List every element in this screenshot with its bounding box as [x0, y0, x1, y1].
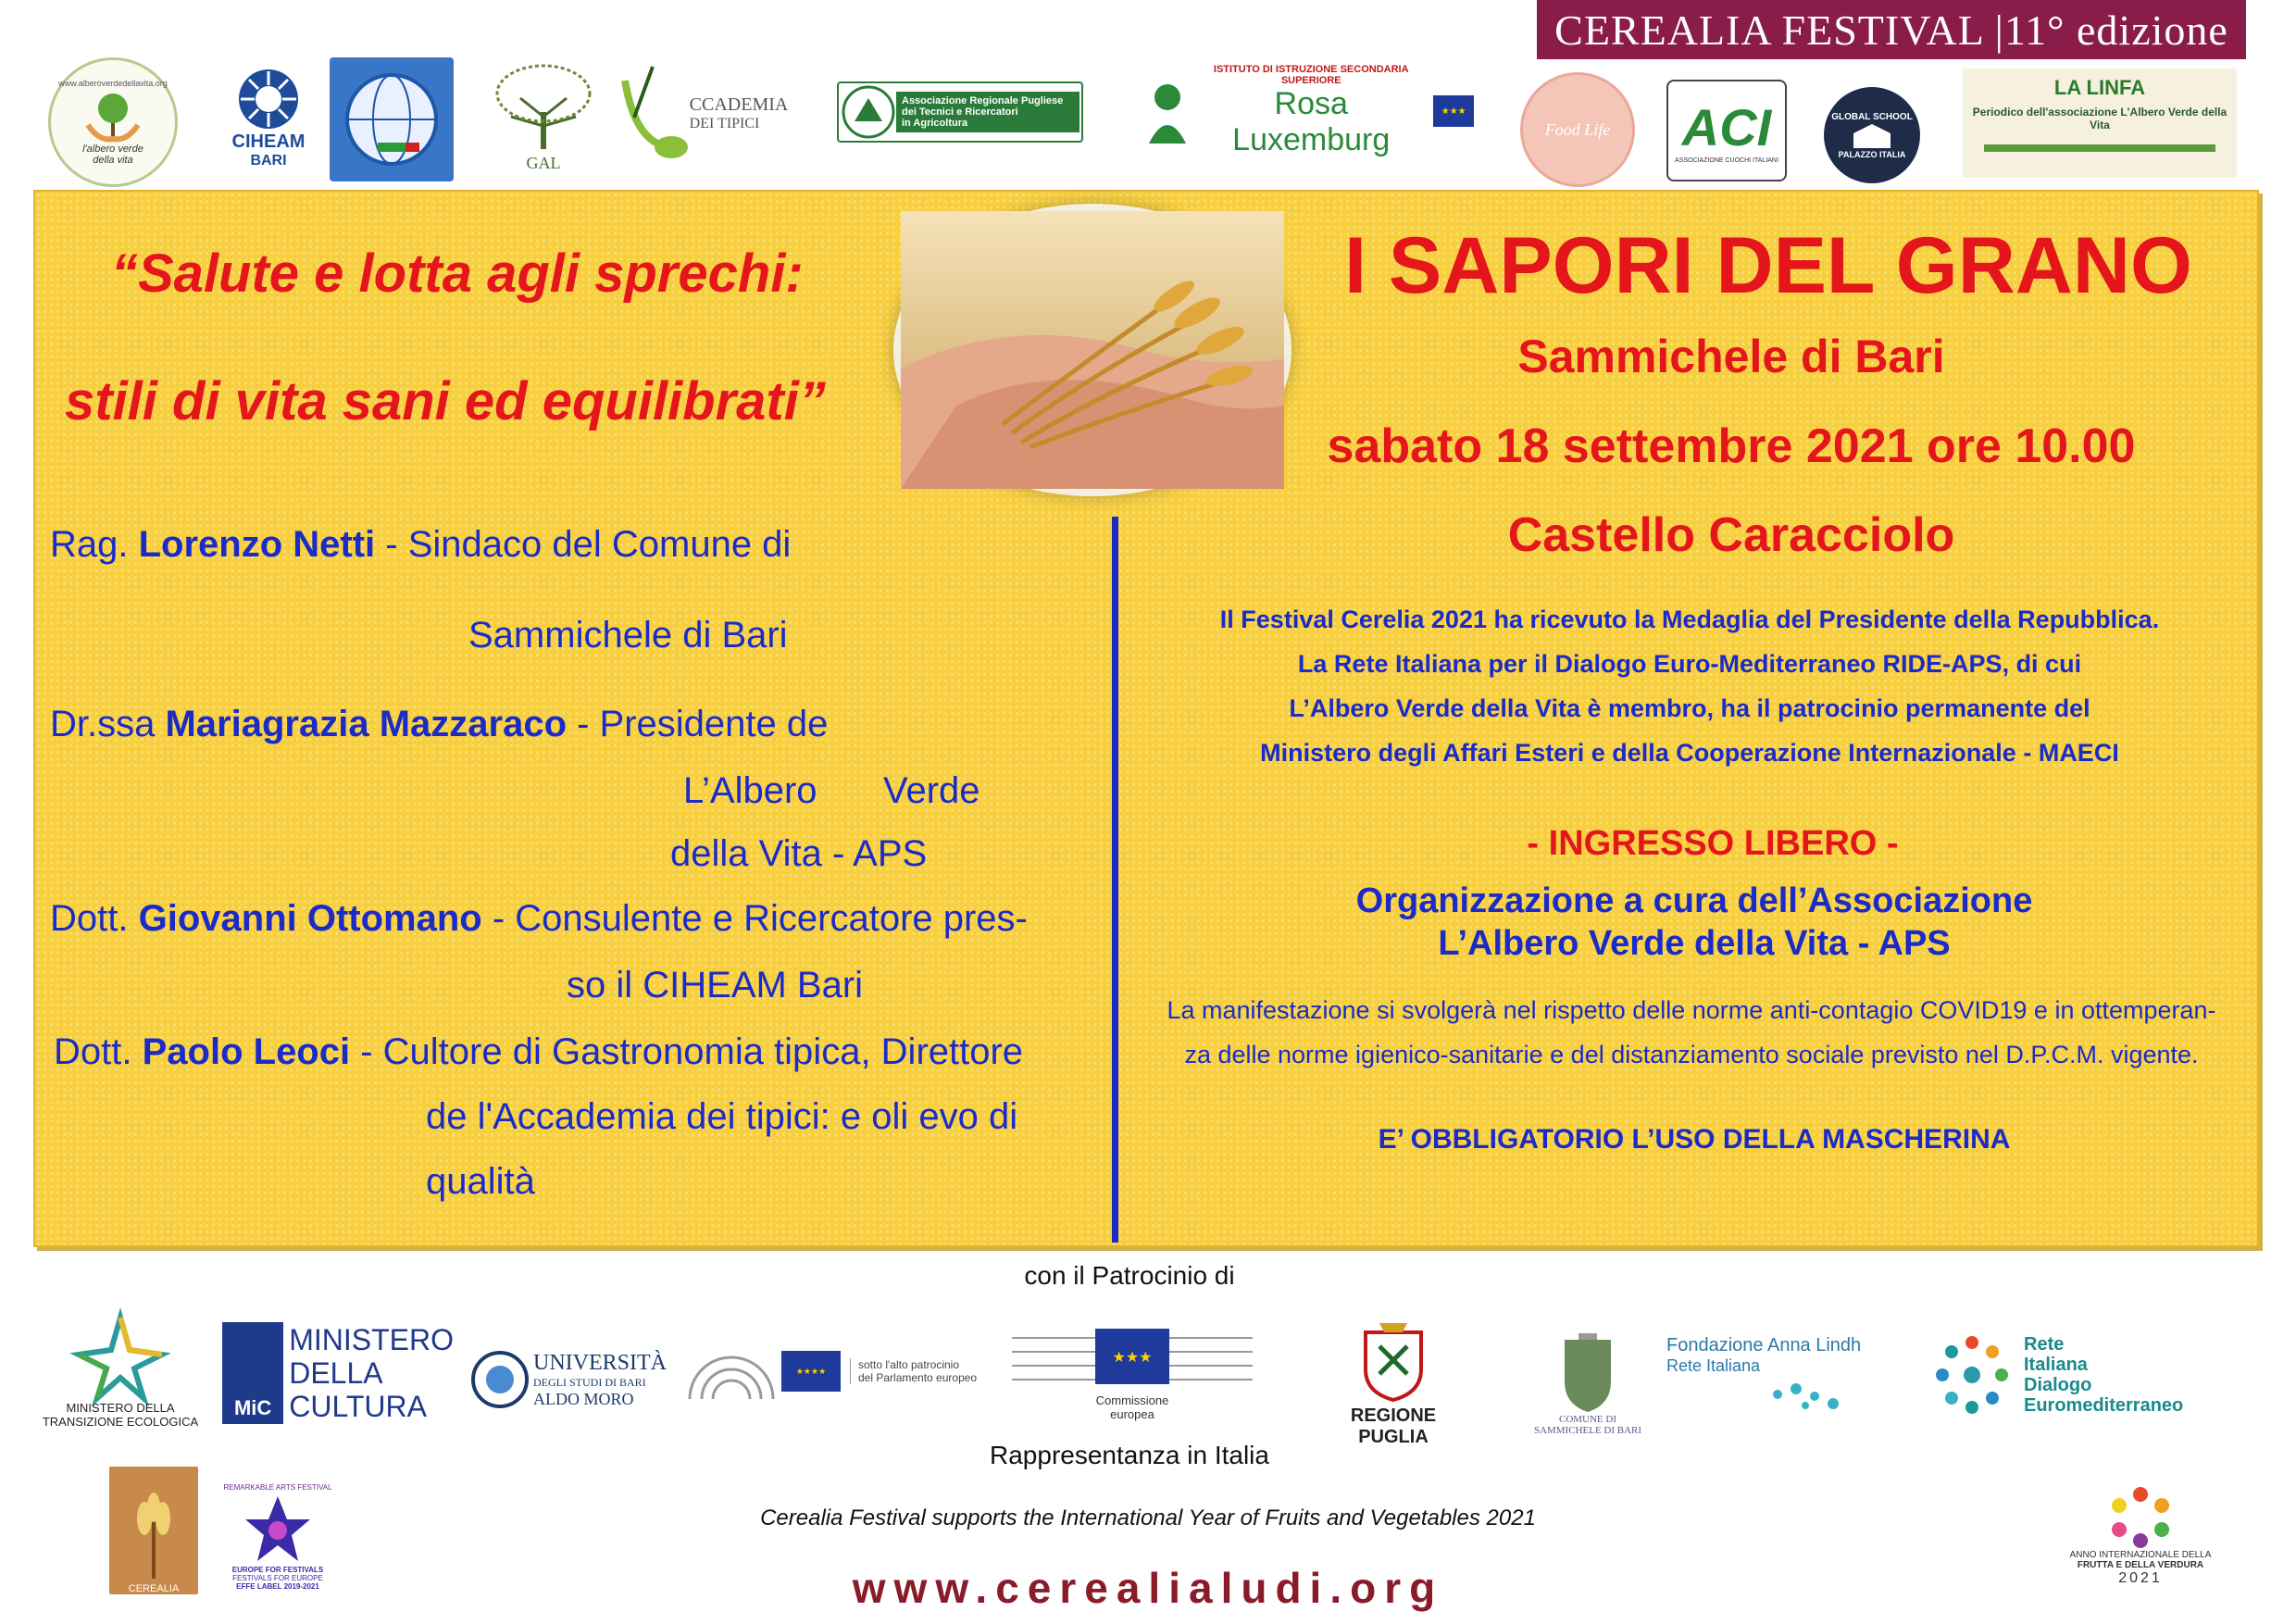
gal-logo: GAL	[483, 52, 604, 181]
event-date: sabato 18 settembre 2021 ore 10.00	[1327, 419, 2136, 473]
wheat-mosaic-icon	[117, 1491, 191, 1583]
event-title: I SAPORI DEL GRANO	[1344, 221, 2192, 310]
rappresentanza-label: Rappresentanza in Italia	[990, 1441, 1269, 1469]
la-linfa-logo: LA LINFA Periodico dell'associazione L'Albero Verde della Vita	[1963, 69, 2237, 178]
column-divider	[1112, 517, 1118, 1243]
speaker-1-role: Sammichele di Bari	[468, 615, 788, 656]
berlaymont-icon	[1012, 1319, 1253, 1393]
website-link[interactable]: www.cerealialudi.org	[852, 1564, 1444, 1612]
eu-flag-icon: ★★★★	[781, 1351, 841, 1392]
anna-lindh-logo: Fondazione Anna Lindh Rete Italiana	[1666, 1328, 1879, 1420]
comune-shield-icon	[1555, 1330, 1620, 1414]
cerealia-badge-logo: CEREALIA	[109, 1467, 198, 1594]
eu-flag-icon: ★★★	[1433, 95, 1474, 127]
speaker-2: Dr.ssa Mariagrazia Mazzaraco - Presidente de	[50, 704, 829, 744]
fruits-circle-icon	[2108, 1485, 2173, 1550]
covid-line-1: La manifestazione si svolgerà nel rispetto delle norme anti-contagio COVID19 e in ottemperan-	[1167, 996, 2216, 1024]
european-commission-logo: ★★★ Commissione europea	[998, 1305, 1267, 1435]
mite-logo: MINISTERO DELLA TRANSIZIONE ECOLOGICA	[28, 1305, 213, 1435]
speaker-2-role-c: della Vita - APS	[670, 833, 928, 874]
mite-star-icon	[69, 1313, 171, 1401]
speaker-4: Dott. Paolo Leoci - Cultore di Gastronomia tipica, Direttore	[54, 1031, 1024, 1072]
parliament-hemicycle-icon	[685, 1339, 778, 1404]
linfa-menu-bar	[1984, 144, 2215, 152]
puglia-coat-of-arms-icon	[1361, 1318, 1426, 1402]
portrait-icon	[1144, 79, 1191, 144]
ride-logo: Rete Italiana Dialogo Euromediterraneo	[1926, 1324, 2203, 1426]
mask-notice: E’ OBBLIGATORIO L’USO DELLA MASCHERINA	[1378, 1124, 2011, 1155]
arptra-logo: Associazione Regionale Pugliese dei Tecnici e Ricercatori in Agricoltura	[837, 81, 1083, 143]
wheat-hands-photo	[893, 204, 1292, 496]
global-school-logo: GLOBAL SCHOOL PALAZZO ITALIA	[1824, 87, 1920, 183]
ciheam-emblem-icon	[236, 67, 301, 131]
info-line-2: La Rete Italiana per il Dialogo Euro-Mediterraneo RIDE-APS, di cui	[1297, 650, 2082, 678]
organization-line-2: L’Albero Verde della Vita - APS	[1438, 924, 1951, 963]
patronage-label: con il Patrocinio di	[1024, 1261, 1235, 1290]
edition-banner: CEREALIA FESTIVAL |11° edizione	[1537, 0, 2246, 59]
tree-hands-icon	[81, 88, 145, 144]
effe-star-icon	[241, 1492, 315, 1566]
spoon-leaf-icon	[616, 62, 690, 164]
accademia-tipici-logo: CCADEMIA DEI TIPICI	[622, 57, 781, 169]
event-venue: Castello Caracciolo	[1507, 508, 1955, 562]
comune-sammichele-logo: COMUNE DI SAMMICHELE DI BARI	[1509, 1318, 1666, 1448]
event-city: Sammichele di Bari	[1517, 331, 1945, 382]
albero-verde-logo: www.alberoverdedellavita.org l'albero verde della vita	[48, 57, 178, 187]
aci-logo: ACI ASSOCIAZIONE CUOCHI ITALIANI	[1666, 80, 1787, 181]
speaker-3-role: so il CIHEAM Bari	[567, 965, 864, 1006]
regione-puglia-logo: REGIONE PUGLIA	[1315, 1318, 1472, 1448]
palace-icon	[1849, 122, 1895, 150]
ciheam-logo: CIHEAM BARI	[222, 57, 315, 178]
speaker-2-role-b: Verde	[883, 770, 980, 811]
mic-emblem-icon: MiC	[222, 1322, 283, 1424]
info-line-4: Ministero degli Affari Esteri e della Cooperazione Internazionale - MAECI	[1260, 739, 2119, 767]
uniba-seal-icon	[470, 1350, 530, 1409]
globe-association-logo	[330, 57, 454, 181]
quote-line-1: “Salute e lotta agli sprechi:	[111, 244, 804, 304]
effe-label-logo: REMARKABLE ARTS FESTIVAL EUROPE FOR FESTIVALS FESTIVALS FOR EUROPE EFFE LABEL 2019-2021	[223, 1483, 332, 1591]
iyfv-logo: ANNO INTERNAZIONALE DELLA FRUTTA E DELLA VERDURA 2021	[2048, 1467, 2233, 1605]
globe-icon	[341, 69, 443, 170]
speaker-2-role-a: L’Albero	[683, 770, 817, 811]
info-line-1: Il Festival Cerelia 2021 ha ricevuto la Medaglia del Presidente della Repubblica.	[1219, 606, 2160, 633]
speaker-3: Dott. Giovanni Ottomano - Consulente e Ricercatore pres-	[50, 898, 1028, 939]
european-parliament-logo: ★★★★ sotto l'alto patrocinio del Parlamento europeo	[685, 1330, 991, 1413]
svg-text:★★★: ★★★	[1112, 1348, 1153, 1366]
supports-statement: Cerealia Festival supports the International Year of Fruits and Vegetables 2021	[760, 1505, 1536, 1530]
quote-line-2: stili di vita sani ed equilibrati”	[65, 371, 826, 431]
speaker-4-role-2: de l'Accademia dei tipici: e oli evo di	[426, 1096, 1018, 1137]
food-life-logo: Food Life	[1520, 72, 1635, 187]
covid-line-2: za delle norme igienico-sanitarie e del distanziamento sociale previsto nel D.P.C.M. vigente.	[1184, 1041, 2199, 1068]
organization-line-1: Organizzazione a cura dell’Associazione	[1355, 881, 2033, 920]
ride-dots-icon	[1926, 1329, 2018, 1421]
info-line-3: L’Albero Verde della Vita è membro, ha il patrocinio permanente del	[1289, 694, 2090, 722]
uniba-logo: UNIVERSITÀ DEGLI STUDI DI BARI ALDO MORO	[470, 1343, 665, 1417]
oak-tree-icon	[493, 61, 594, 154]
arptra-emblem-icon	[841, 84, 896, 140]
rosa-luxemburg-logo: ISTITUTO DI ISTRUZIONE SECONDARIA SUPERIORE Rosa Luxemburg ★★★	[1144, 74, 1474, 148]
speaker-4-role-3: qualità	[426, 1161, 535, 1202]
mic-logo: MiC MINISTERO DELLA CULTURA	[222, 1322, 454, 1424]
dots-wave-icon	[1666, 1376, 1852, 1413]
ingresso-libero: - INGRESSO LIBERO -	[1527, 824, 1899, 863]
speaker-1: Rag. Lorenzo Netti - Sindaco del Comune di	[50, 524, 792, 565]
wheat-hands-icon	[901, 211, 1284, 489]
